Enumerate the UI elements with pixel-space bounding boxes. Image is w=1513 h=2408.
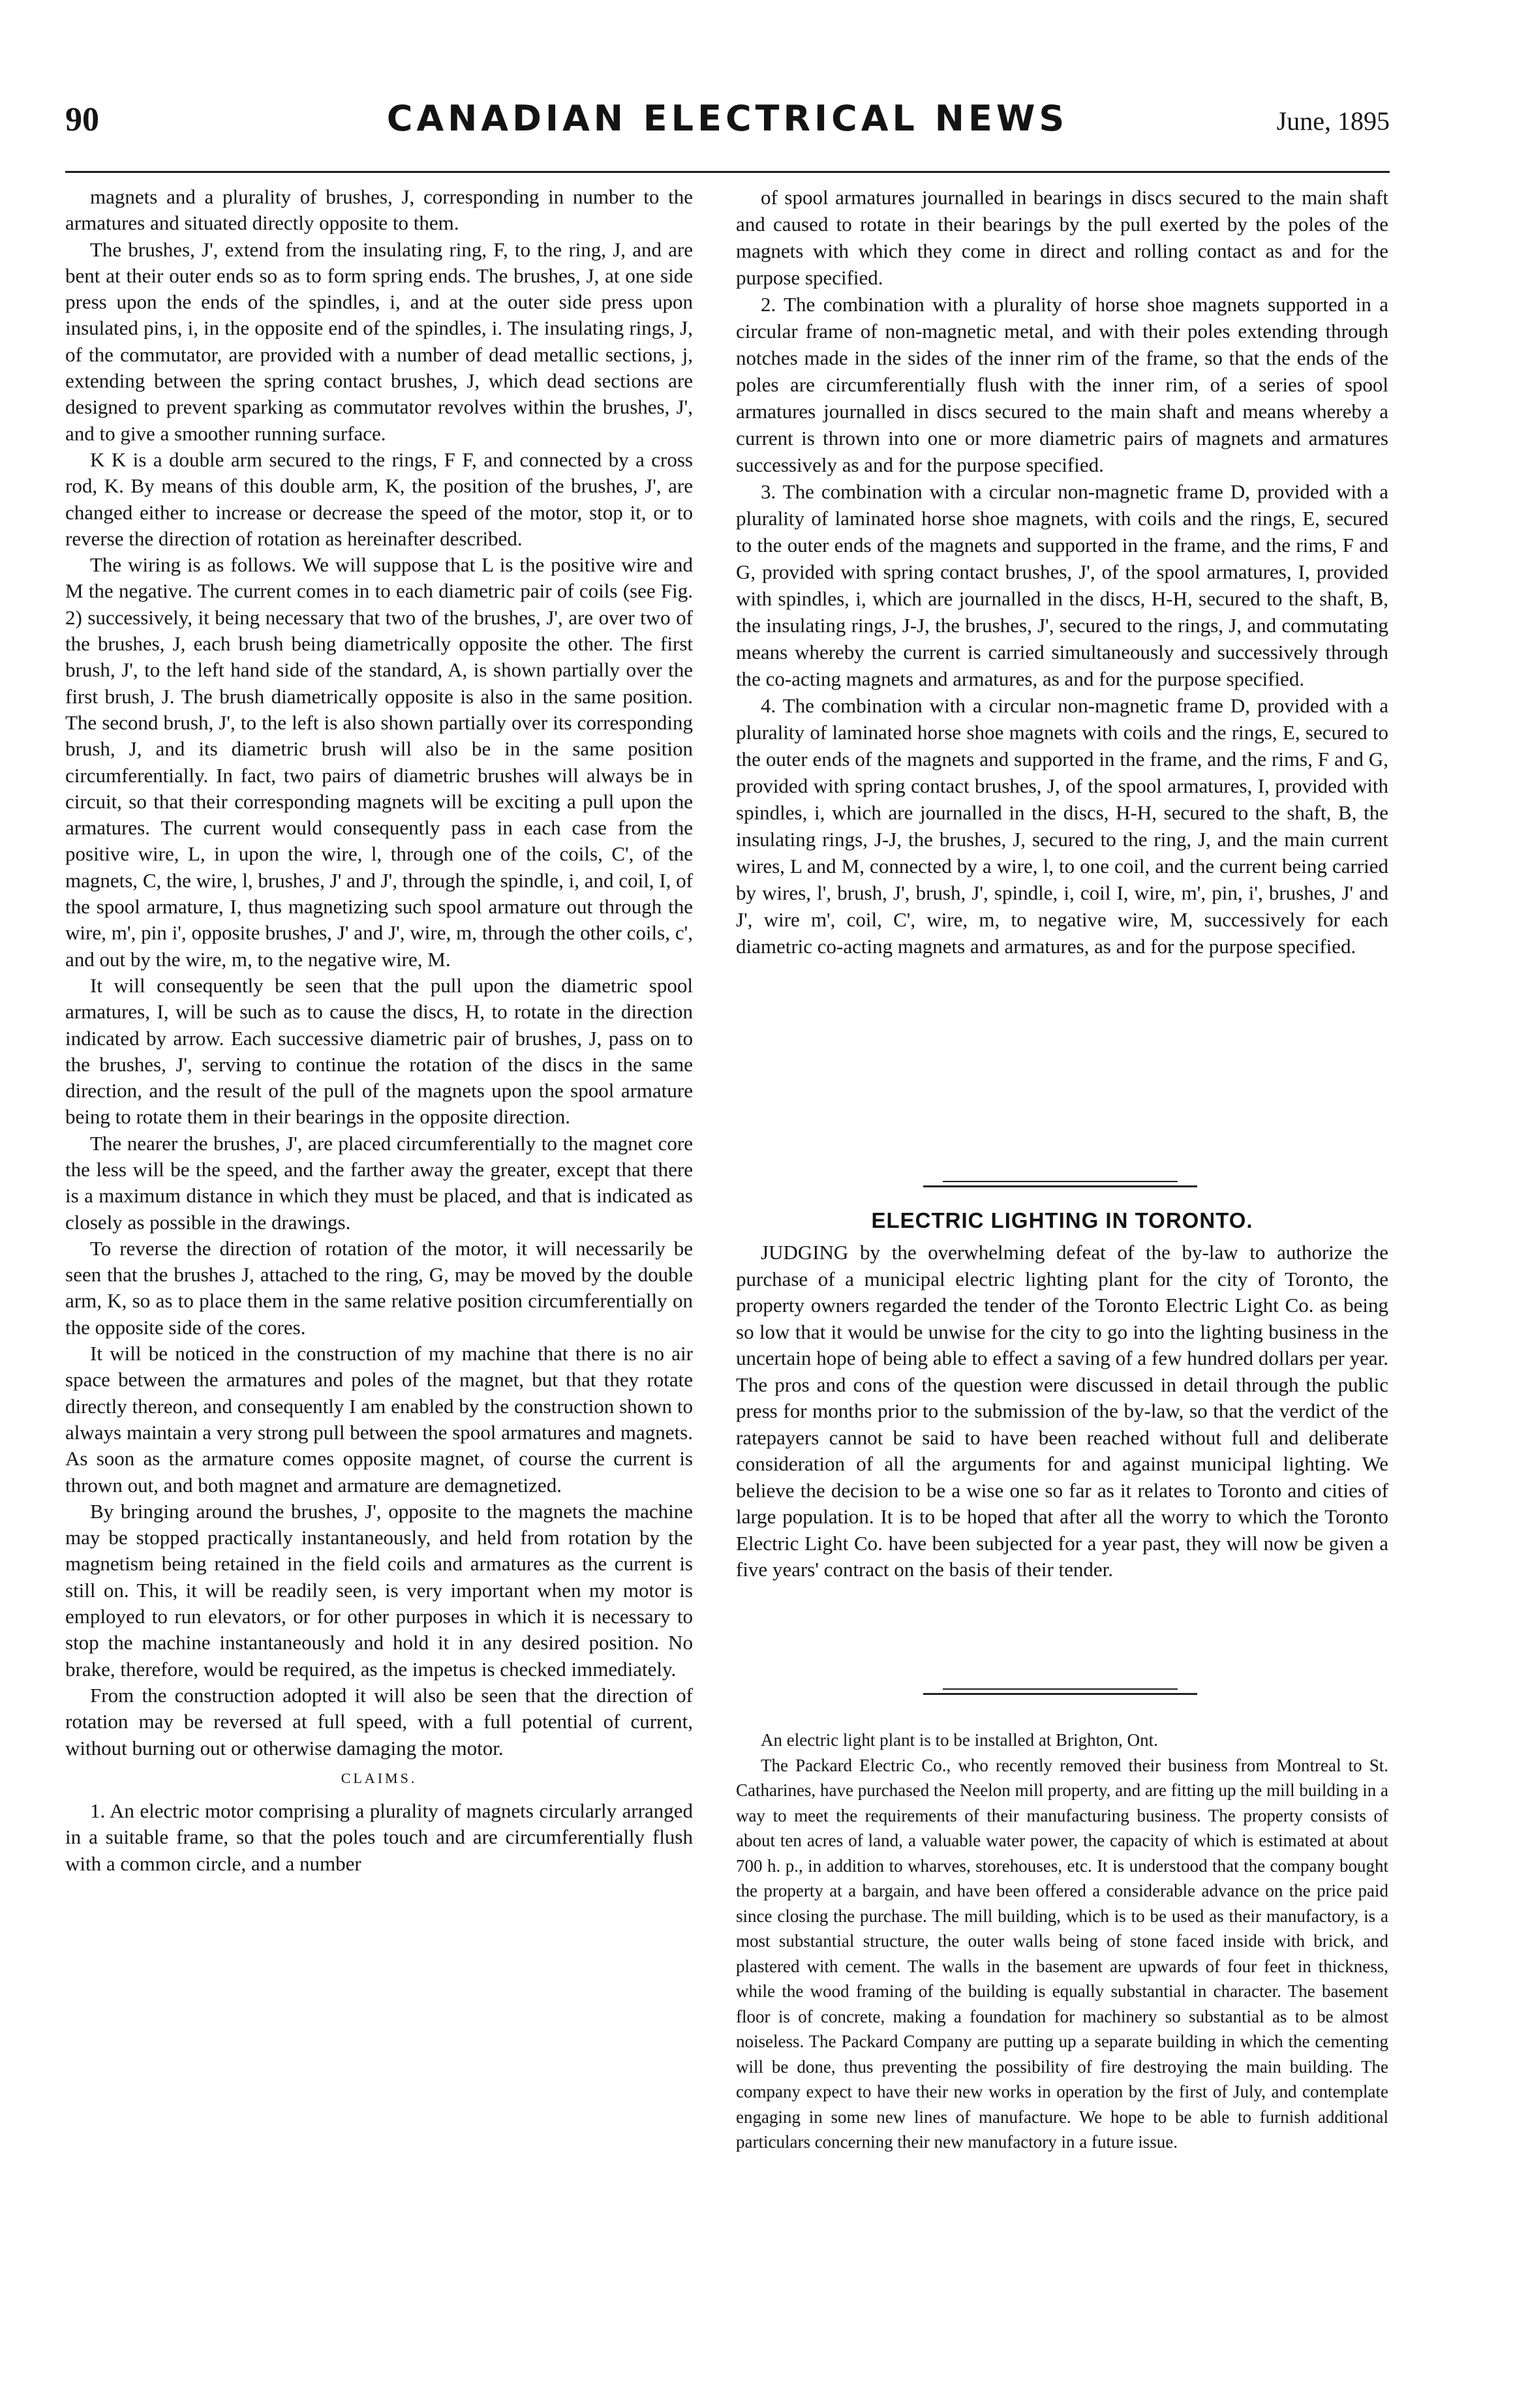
brief-paragraph: An electric light plant is to be installed at Brighton, Ont. bbox=[761, 1730, 1158, 1750]
article-heading: ELECTRIC LIGHTING IN TORONTO. bbox=[871, 1208, 1253, 1232]
paragraph: By bringing around the brushes, J', opposite to the magnets the machine may be stopped practically instantaneously, and held from rotation by the magnetism being retained in the field coils and armatures as the current is still on. This, it will be readily seen, is very important when my motor is employed to run elevators, or for other purposes in which it is necessary to stop the machine instantaneously and hold it in any desired position. No brake, therefore, would be required, as the impetus is checked immediately. bbox=[65, 1499, 693, 1681]
issue-date: June, 1895 bbox=[1276, 106, 1390, 136]
paragraph: magnets and a plurality of brushes, J, corresponding in number to the armatures and situated directly opposite to them. bbox=[65, 185, 693, 235]
news-briefs bbox=[736, 1728, 1388, 2155]
right-column bbox=[736, 184, 1388, 960]
left-column bbox=[65, 184, 693, 1877]
paragraph: It will consequently be seen that the pull upon the diametric spool armatures, I, will be such as to cause the discs, H, to rotate in the direction indicated by arrow. Each successive diametric pair of brushes, J, pass on to the brushes, J', serving to continue the rotation of the discs in the same direction, and the result of the pull of the magnets upon the spool armature being to rotate them in their bearings in the opposite direction. bbox=[65, 973, 693, 1129]
paragraph: The brushes, J', extend from the insulating ring, F, to the ring, J, and are bent at their outer ends so as to form spring ends. The brushes, J, at one side press upon the ends of the spindles, i, and at the outer side press upon insulated pins, i, in the opposite end of the spindles, i. The insulating rings, J, of the commutator, are provided with a number of dead metallic sections, j, extending between the spring contact brushes, J, which dead sections are designed to prevent sparking as commutator revolves within the brushes, J', and to give a smoother running surface. bbox=[65, 237, 693, 445]
header-rule bbox=[65, 171, 1390, 173]
claim-paragraph: 3. The combination with a circular non-magnetic frame D, provided with a plurality of laminated horse shoe magnets, with coils and the rings, E, secured to the outer ends of the magnets and supported in the frame, and the rims, F and G, provided with spring contact brushes, J', of the spool armatures, I, provided with spindles, i, which are journalled in the discs, H-H, secured to the shaft, B, the insulating rings, J-J, the brushes, J', secured to the rings, J, and commutating means whereby the current is carried simultaneously and successively through the co-acting magnets and armatures, as and for the purpose specified. bbox=[736, 480, 1388, 690]
claim-paragraph: 4. The combination with a circular non-magnetic frame D, provided with a plurality of laminated horse shoe magnets with coils and the rings, E, secured to the outer ends of the magnets and supported in the frame, and the rims, F and G, provided with spring contact brushes, J, of the spool armatures, I, provided with spindles, i, which are journalled in the discs, H-H, secured to the shaft, B, the insulating rings, J-J, the brushes, J, secured to the ring, J, and the main current wires, L and M, connected by a wire, l, to one coil, and the current being carried by wires, l', brush, J', brush, J', spindle, i, coil I, wire, m', pin, i', brushes, J' and J', wire m', coil, C', wire, m, to negative wire, M, successively for each diametric co-acting magnets and armatures, as and for the purpose specified. bbox=[736, 694, 1388, 958]
paragraph: JUDGING by the overwhelming defeat of the by-law to authorize the purchase of a municipal electric lighting plant for the city of Toronto, the property owners regarded the tender of the Toronto Electric Light Co. as being so low that it would be unwise for the city to go into the lighting business in the uncertain hope of being able to effect a saving of a few hundred dollars per year. The pros and cons of the question were discussed in detail through the public press for months prior to the submission of the by-law, so that the verdict of the ratepayers cannot be said to have been reached without full and deliberate consideration of all the arguments for and against municipal lighting. We believe the decision to be a wise one so far as it relates to Toronto and cities of large population. It is to be hoped that after all the worry to which the Toronto Electric Light Co. have been subjected for a year past, they will now be given a five years' contract on the basis of their tender. bbox=[736, 1241, 1388, 1581]
paragraph: of spool armatures journalled in bearings in discs secured to the main shaft and caused to rotate in their bearings by the pull exerted by the poles of the magnets with which they come in direct and rolling contact as and for the purpose specified. bbox=[736, 186, 1388, 289]
paragraph: It will be noticed in the construction of my machine that there is no air space between the armatures and poles of the magnet, but that they rotate directly thereon, and consequently I am enabled by the construction shown to always maintain a very strong pull between the spool armatures and magnets. As soon as the armature comes opposite magnet, of course the current is thrown out, and both magnet and armature are demagnetized. bbox=[65, 1342, 693, 1497]
journal-title: CANADIAN ELECTRICAL NEWS bbox=[386, 98, 1069, 139]
section-divider bbox=[923, 1688, 1197, 1698]
paragraph: To reverse the direction of rotation of the motor, it will necessarily be seen that the brushes J, attached to the ring, G, may be moved by the double arm, K, so as to place them in the same relative position circumferentially on the opposite side of the cores. bbox=[65, 1236, 693, 1339]
paragraph: The wiring is as follows. We will suppose that L is the positive wire and M the negative. The current comes in to each diametric pair of coils (see Fig. 2) successively, it being necessary that two of the brushes, J', are over two of the brushes, J, each brush being diametrically opposite the other. The first brush, J', to the left hand side of the standard, A, is shown partially over the first brush, J. The brush diametrically opposite is also in the same position. The second brush, J', to the left is also shown partially over its corresponding brush, J, and its diametric brush will also be in the same position circumferentially. In fact, two pairs of diametric brushes will always be in circuit, so that their corresponding magnets will be exciting a pull upon the armatures. The current would consequently pass in each case from the positive wire, L, in upon the wire, l, through one of the coils, C', of the magnets, C, the wire, l, brushes, J' and J', through the spindle, i, and coil, I, of the spool armature, I, thus magnetizing such spool armature out through the wire, m', pin i', opposite brushes, J' and J', wire, m, through the other coils, c', and out by the wire, m, to the negative wire, M. bbox=[65, 553, 693, 971]
claim-paragraph: 2. The combination with a plurality of horse shoe magnets supported in a circular frame of non-magnetic metal, and with their poles extending through notches made in the sides of the inner rim of the frame, so that the ends of the poles are circumferentially flush with the inner rim, of a series of spool armatures journalled in discs secured to the main shaft and means whereby a current is thrown into one or more diametric pairs of magnets and armatures successively as and for the purpose specified. bbox=[736, 293, 1388, 476]
paragraph: The nearer the brushes, J', are placed circumferentially to the magnet core the less will be the speed, and the farther away the greater, except that there is a maximum distance in which they must be placed, and that is indicated as closely as possible in the drawings. bbox=[65, 1131, 693, 1234]
brief-paragraph: The Packard Electric Co., who recently removed their business from Montreal to St. Catharines, have purchased the Neelon mill property, and are fitting up the mill building in a way to meet the requirements of their manufacturing business. The property consists of about ten acres of land, a valuable water power, the capacity of which is estimated at about 700 h. p., in addition to wharves, storehouses, etc. It is understood that the company bought the property at a bargain, and have been offered a considerable advance on the price paid since closing the purchase. The mill building, which is to be used as their manufactory, is a most substantial structure, the outer walls being of stone faced inside with brick, and plastered with cement. The walls in the basement are upwards of four feet in thickness, while the wood framing of the building is equally substantial in character. The basement floor is of concrete, making a foundation for machinery so substantial as to be almost noiseless. The Packard Company are putting up a separate building in which the cementing will be done, thus preventing the possibility of fire destroying the main building. The company expect to have their new works in operation by the first of July, and contemplate engaging in some new lines of manufacture. We hope to be able to furnish additional particulars concerning their new manufactory in a future issue. bbox=[736, 1755, 1388, 2152]
claims-heading: CLAIMS. bbox=[341, 1769, 418, 1786]
section-divider bbox=[923, 1181, 1197, 1190]
claim-paragraph: 1. An electric motor comprising a plurality of magnets circularly arranged in a suitable frame, so that the poles touch and are circumferentially flush with a common circle, and a number bbox=[65, 1799, 693, 1875]
page-header bbox=[65, 98, 1390, 157]
paragraph: From the construction adopted it will also be seen that the direction of rotation may be reversed at full speed, with a full potential of current, without burning out or otherwise damaging the motor. bbox=[65, 1683, 693, 1760]
page-number: 90 bbox=[65, 101, 99, 138]
article-body bbox=[736, 1240, 1388, 1583]
paragraph: K K is a double arm secured to the rings, F F, and connected by a cross rod, K. By means of this double arm, K, the position of the brushes, J', are changed either to increase or decrease the speed of the motor, stop it, or to reverse the direction of rotation as hereinafter described. bbox=[65, 448, 693, 550]
